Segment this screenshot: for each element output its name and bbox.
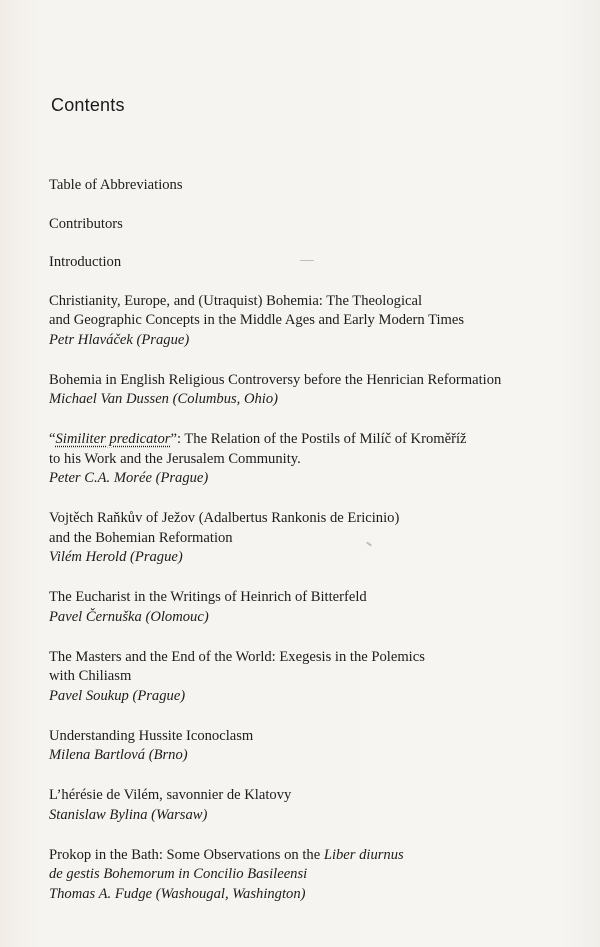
chapter-author: Pavel Černuška (Olomouc) [49, 608, 209, 625]
latin-title: Similiter predicator [55, 431, 171, 447]
open-quote: “ [49, 431, 56, 447]
latin-title: Liber diurnus [323, 846, 404, 863]
toc-chapter-1 [49, 292, 589, 351]
chapter-author: Stanislaw Bylina (Warsaw) [49, 806, 208, 823]
chapter-title-line: with Chiliasm [49, 668, 132, 684]
chapter-title-line: Christianity, Europe, and (Utraquist) Bohemia: The Theological [49, 292, 423, 309]
chapter-title-line: L’hérésie de Vilém, savonnier de Klatovy [49, 787, 292, 803]
chapter-title-line: The Eucharist in the Writings of Heinrich of Bitterfeld [49, 589, 367, 605]
toc-chapter-4 [49, 509, 589, 568]
chapter-title-line: and Geographic Concepts in the Middle Ages and Early Modern Times [49, 312, 465, 328]
toc-entry-title: Contributors [49, 215, 123, 232]
chapter-author: Vilém Herold (Prague) [49, 549, 183, 565]
chapter-title-line: Vojtěch Raňkův of Ježov (Adalbertus Rankonis de Ericinio) [49, 510, 400, 526]
chapter-title-line: and the Bohemian Reformation [49, 529, 233, 546]
toc-chapter-2 [49, 371, 589, 410]
title-plain: Prokop in the Bath: Some Observations on the [49, 846, 324, 863]
chapter-title-line [49, 846, 589, 866]
chapter-title-line: Bohemia in English Religious Controversy before the Henrician Reformation [49, 371, 502, 388]
chapter-title-line: to his Work and the Jerusalem Community. [49, 450, 301, 467]
chapter-author: Pavel Soukup (Prague) [49, 687, 186, 704]
toc-chapter-6 [49, 648, 589, 707]
chapter-author: Milena Bartlová (Brno) [49, 747, 188, 763]
chapter-title-line: Understanding Hussite Iconoclasm [49, 727, 254, 744]
scan-speck [300, 260, 314, 261]
toc-entry-title: Introduction [49, 254, 122, 270]
chapter-title-line [49, 430, 589, 450]
chapter-author: Petr Hlaváček (Prague) [49, 331, 190, 348]
contents-heading: Contents [51, 95, 125, 115]
toc-entry-title: Table of Abbreviations [49, 177, 183, 193]
chapter-author: Michael Van Dussen (Columbus, Ohio) [49, 391, 279, 407]
latin-title-line: de gestis Bohemorum in Concilio Basileensi [49, 866, 308, 882]
toc-chapter-5 [49, 588, 589, 627]
toc-entry-contributors [49, 215, 589, 235]
toc-entry-abbreviations [49, 176, 589, 196]
toc-entry-introduction [49, 253, 589, 273]
chapter-author: Thomas A. Fudge (Washougal, Washington) [49, 885, 306, 902]
chapter-title-line: The Masters and the End of the World: Exegesis in the Polemics [49, 648, 425, 665]
toc-chapter-8 [49, 786, 589, 825]
table-of-contents [49, 176, 589, 925]
toc-chapter-3 [49, 430, 589, 489]
toc-chapter-7 [49, 727, 589, 766]
title-rest: ”: The Relation of the Postils of Milíč of Kroměříž [170, 431, 467, 447]
toc-chapter-9 [49, 846, 589, 905]
chapter-author: Peter C.A. Morée (Prague) [49, 470, 209, 486]
